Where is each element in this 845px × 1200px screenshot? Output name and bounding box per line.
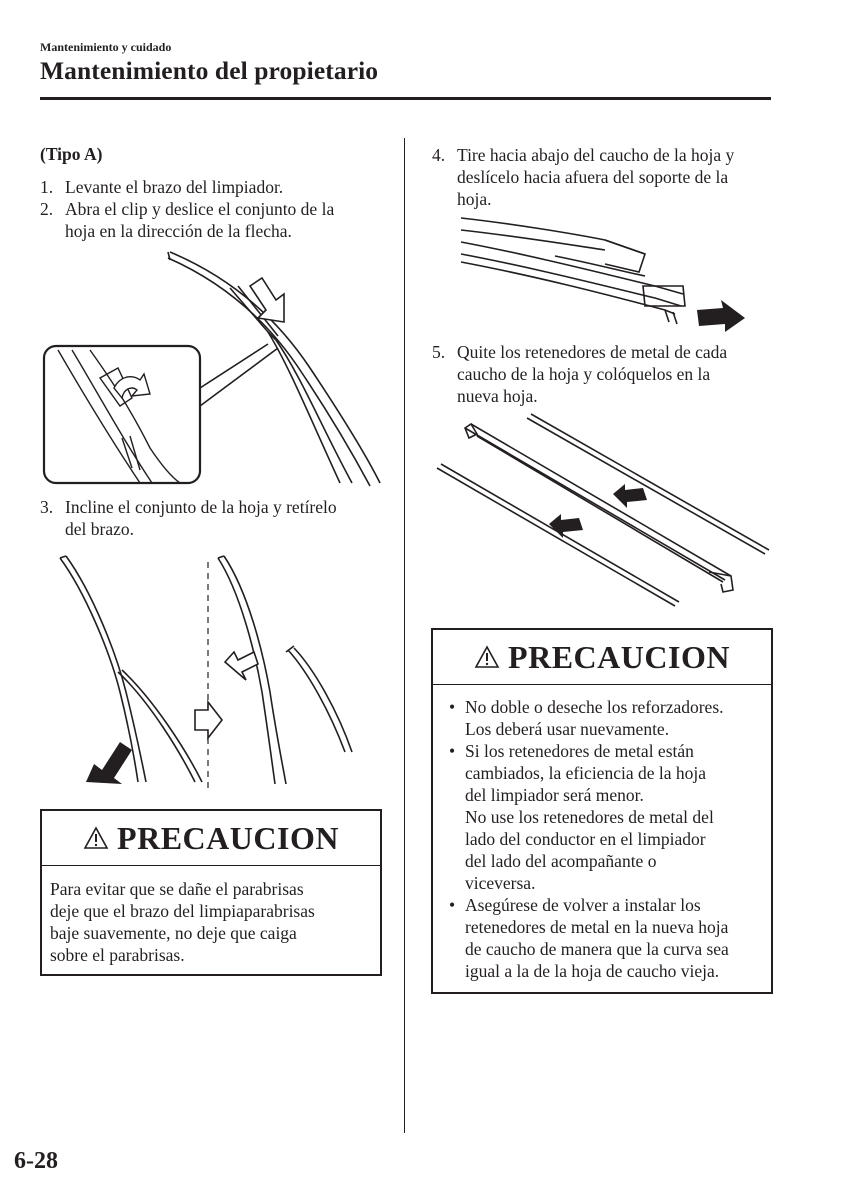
- step-number: 3.: [40, 497, 54, 517]
- bullet-line: del lado del acompañante o: [465, 851, 657, 871]
- step-line: hoja en la dirección de la flecha.: [65, 221, 292, 241]
- step-3: [40, 496, 395, 540]
- step-2: [40, 198, 390, 242]
- bullet-line: Asegúrese de volver a instalar los: [465, 895, 701, 915]
- section-label: Mantenimiento y cuidado: [40, 40, 172, 54]
- caution-box-left: [40, 809, 382, 976]
- blade-rubber-pull-illustration: [455, 214, 755, 334]
- caution-line: deje que el brazo del limpiaparabrisas: [50, 901, 315, 921]
- warning-triangle-icon: [83, 826, 109, 850]
- step-number: 4.: [432, 145, 446, 165]
- caution-header: [42, 811, 380, 866]
- bullet-line: viceversa.: [465, 873, 536, 893]
- wiper-blade-removal-illustration: [50, 552, 370, 792]
- page-title: Mantenimiento del propietario: [40, 56, 379, 85]
- caution-line: Para evitar que se dañe el parabrisas: [50, 879, 304, 899]
- step-line: del brazo.: [65, 519, 134, 539]
- bullet-line: No doble o deseche los reforzadores.: [465, 697, 724, 717]
- step-number: 2.: [40, 199, 54, 219]
- title-rule: [40, 97, 771, 100]
- bullet-line: del limpiador será menor.: [465, 785, 644, 805]
- caution-bullet: [449, 696, 765, 740]
- step-5: [432, 341, 777, 407]
- caution-box-right: [431, 628, 773, 994]
- caution-body: [433, 685, 771, 982]
- step-number: 1.: [40, 177, 54, 197]
- page-number: 6-28: [14, 1148, 58, 1174]
- bullet-line: retenedores de metal en la nueva hoja: [465, 917, 729, 937]
- step-line: hoja.: [457, 189, 492, 209]
- subheading-tipo-a: (Tipo A): [40, 144, 103, 164]
- bullet-dot: •: [449, 697, 456, 717]
- step-line: nueva hoja.: [457, 386, 538, 406]
- wiper-arm-clip-illustration: [40, 248, 390, 488]
- bullet-line: de caucho de manera que la curva sea: [465, 939, 729, 959]
- step-line: Incline el conjunto de la hoja y retírelo: [65, 497, 337, 517]
- caution-line: sobre el parabrisas.: [50, 945, 185, 965]
- step-line: Abra el clip y deslice el conjunto de la: [65, 199, 335, 219]
- step-line: caucho de la hoja y colóquelos en la: [457, 364, 711, 384]
- warning-triangle-icon: [474, 645, 500, 669]
- column-divider: [404, 138, 405, 1133]
- caution-line: baje suavemente, no deje que caiga: [50, 923, 297, 943]
- step-line: deslícelo hacia afuera del soporte de la: [457, 167, 729, 187]
- bullet-line: igual a la de la hoja de caucho vieja.: [465, 961, 720, 981]
- bullet-line: Si los retenedores de metal están: [465, 741, 694, 761]
- step-4: [432, 144, 777, 210]
- caution-bullet: [449, 740, 765, 894]
- bullet-line: cambiados, la eficiencia de la hoja: [465, 763, 706, 783]
- bullet-line: Los deberá usar nuevamente.: [465, 719, 670, 739]
- caution-bullet: [449, 894, 765, 982]
- bullet-dot: •: [449, 895, 456, 915]
- caution-title: PRECAUCION: [508, 638, 730, 675]
- caution-header: [433, 630, 771, 685]
- bullet-dot: •: [449, 741, 456, 761]
- step-line: Levante el brazo del limpiador.: [65, 177, 284, 197]
- step-number: 5.: [432, 342, 446, 362]
- caution-title: PRECAUCION: [117, 819, 339, 856]
- caution-body: [42, 866, 380, 966]
- metal-retainers-illustration: [435, 414, 775, 614]
- step-line: Tire hacia abajo del caucho de la hoja y: [457, 145, 735, 165]
- step-1: [40, 176, 390, 198]
- step-line: Quite los retenedores de metal de cada: [457, 342, 728, 362]
- bullet-line: lado del conductor en el limpiador: [465, 829, 706, 849]
- bullet-line: No use los retenedores de metal del: [465, 807, 714, 827]
